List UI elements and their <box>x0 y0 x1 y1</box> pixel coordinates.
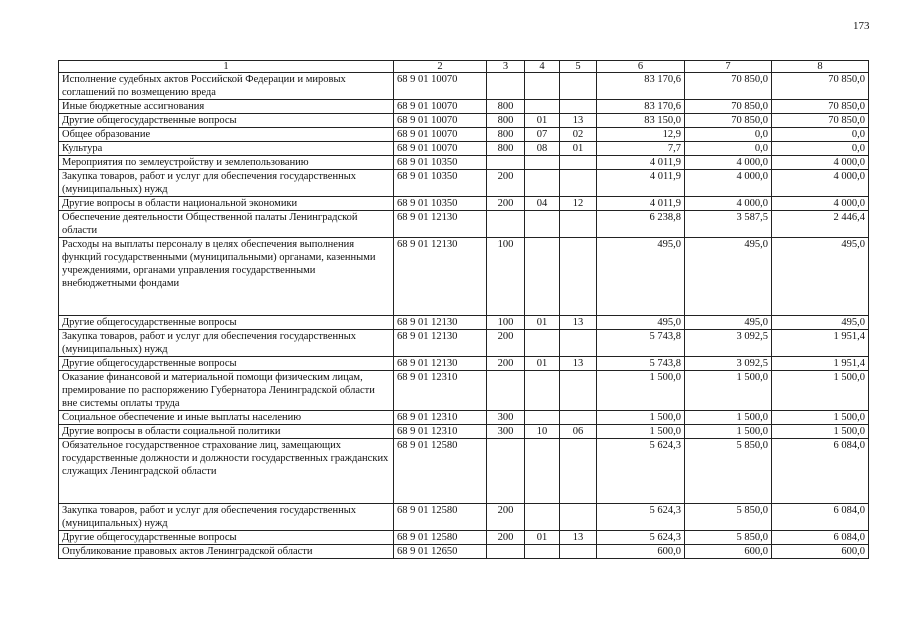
row-value-col7: 1 500,0 <box>685 411 772 425</box>
row-expense-type: 300 <box>487 425 525 439</box>
row-name: Общее образование <box>59 128 394 142</box>
table-row <box>59 425 869 439</box>
row-value-col7: 5 850,0 <box>685 439 772 504</box>
header-col-8: 8 <box>772 61 869 73</box>
row-value-col8: 1 500,0 <box>772 371 869 411</box>
table-row <box>59 211 869 238</box>
row-name: Культура <box>59 142 394 156</box>
table-row <box>59 128 869 142</box>
row-expense-type: 800 <box>487 128 525 142</box>
row-name: Мероприятия по землеустройству и землепользованию <box>59 156 394 170</box>
table-row <box>59 73 869 100</box>
row-code: 68 9 01 12130 <box>394 238 487 316</box>
row-subsection <box>560 73 597 100</box>
row-name: Иные бюджетные ассигнования <box>59 100 394 114</box>
table-row <box>59 142 869 156</box>
table-row <box>59 100 869 114</box>
row-section <box>525 504 560 531</box>
row-value-col8: 4 000,0 <box>772 156 869 170</box>
row-value-col8: 1 951,4 <box>772 357 869 371</box>
row-value-col6: 5 624,3 <box>597 504 685 531</box>
row-code: 68 9 01 10070 <box>394 142 487 156</box>
row-value-col6: 1 500,0 <box>597 371 685 411</box>
row-code: 68 9 01 12130 <box>394 330 487 357</box>
row-name: Исполнение судебных актов Российской Федерации и мировых соглашений по возмещению вреда <box>59 73 394 100</box>
row-section <box>525 371 560 411</box>
table-row <box>59 439 869 504</box>
row-section <box>525 238 560 316</box>
table-row <box>59 357 869 371</box>
row-section <box>525 100 560 114</box>
row-value-col7: 70 850,0 <box>685 114 772 128</box>
row-value-col6: 83 170,6 <box>597 100 685 114</box>
row-code: 68 9 01 12310 <box>394 411 487 425</box>
row-value-col8: 4 000,0 <box>772 197 869 211</box>
row-section <box>525 170 560 197</box>
table-row <box>59 411 869 425</box>
row-expense-type: 800 <box>487 114 525 128</box>
row-name: Другие общегосударственные вопросы <box>59 357 394 371</box>
row-value-col6: 5 743,8 <box>597 330 685 357</box>
row-name: Расходы на выплаты персоналу в целях обеспечения выполнения функций государственными (муниципальными) органами, казенными учреждениями, органами управления государственными внебюджетными фондами <box>59 238 394 316</box>
row-value-col8: 1 951,4 <box>772 330 869 357</box>
row-name: Обязательное государственное страхование лиц, замещающих государственные должности и должности государственных гражданских служащих Ленинградской области <box>59 439 394 504</box>
table-row <box>59 114 869 128</box>
row-name: Опубликование правовых актов Ленинградской области <box>59 545 394 559</box>
row-code: 68 9 01 10070 <box>394 128 487 142</box>
row-subsection <box>560 330 597 357</box>
row-code: 68 9 01 10070 <box>394 100 487 114</box>
row-code: 68 9 01 12310 <box>394 425 487 439</box>
row-name: Закупка товаров, работ и услуг для обеспечения государственных (муниципальных) нужд <box>59 504 394 531</box>
row-value-col8: 2 446,4 <box>772 211 869 238</box>
row-value-col7: 4 000,0 <box>685 197 772 211</box>
header-col-4: 4 <box>525 61 560 73</box>
row-expense-type: 200 <box>487 504 525 531</box>
row-expense-type: 200 <box>487 170 525 197</box>
row-section: 01 <box>525 531 560 545</box>
row-section: 01 <box>525 357 560 371</box>
row-code: 68 9 01 10350 <box>394 156 487 170</box>
header-row <box>59 61 869 73</box>
row-expense-type <box>487 211 525 238</box>
row-expense-type: 300 <box>487 411 525 425</box>
row-value-col7: 4 000,0 <box>685 156 772 170</box>
row-subsection: 13 <box>560 357 597 371</box>
row-value-col6: 5 624,3 <box>597 531 685 545</box>
row-expense-type <box>487 156 525 170</box>
row-value-col8: 0,0 <box>772 142 869 156</box>
row-value-col7: 0,0 <box>685 142 772 156</box>
row-expense-type: 200 <box>487 197 525 211</box>
row-code: 68 9 01 10070 <box>394 73 487 100</box>
row-value-col7: 5 850,0 <box>685 531 772 545</box>
row-subsection <box>560 411 597 425</box>
row-expense-type <box>487 439 525 504</box>
row-expense-type: 200 <box>487 357 525 371</box>
row-subsection: 13 <box>560 316 597 330</box>
row-subsection: 12 <box>560 197 597 211</box>
row-value-col7: 0,0 <box>685 128 772 142</box>
row-name: Обеспечение деятельности Общественной палаты Ленинградской области <box>59 211 394 238</box>
header-col-5: 5 <box>560 61 597 73</box>
row-value-col6: 7,7 <box>597 142 685 156</box>
row-name: Другие общегосударственные вопросы <box>59 114 394 128</box>
row-value-col8: 0,0 <box>772 128 869 142</box>
table-row <box>59 371 869 411</box>
row-subsection: 02 <box>560 128 597 142</box>
table-row <box>59 531 869 545</box>
row-section: 07 <box>525 128 560 142</box>
row-value-col8: 495,0 <box>772 316 869 330</box>
row-code: 68 9 01 12130 <box>394 211 487 238</box>
row-section: 01 <box>525 114 560 128</box>
row-value-col6: 5 624,3 <box>597 439 685 504</box>
table-row <box>59 197 869 211</box>
row-section <box>525 211 560 238</box>
row-expense-type: 200 <box>487 531 525 545</box>
row-code: 68 9 01 10070 <box>394 114 487 128</box>
row-name: Другие общегосударственные вопросы <box>59 531 394 545</box>
row-value-col7: 1 500,0 <box>685 371 772 411</box>
row-code: 68 9 01 12130 <box>394 357 487 371</box>
row-value-col8: 6 084,0 <box>772 504 869 531</box>
row-expense-type <box>487 545 525 559</box>
row-value-col6: 4 011,9 <box>597 156 685 170</box>
row-value-col8: 1 500,0 <box>772 425 869 439</box>
row-value-col8: 70 850,0 <box>772 73 869 100</box>
row-code: 68 9 01 12580 <box>394 439 487 504</box>
row-code: 68 9 01 12580 <box>394 531 487 545</box>
row-value-col6: 12,9 <box>597 128 685 142</box>
table-row <box>59 156 869 170</box>
row-value-col8: 6 084,0 <box>772 439 869 504</box>
row-subsection <box>560 545 597 559</box>
row-code: 68 9 01 10350 <box>394 170 487 197</box>
row-subsection <box>560 371 597 411</box>
row-value-col8: 70 850,0 <box>772 114 869 128</box>
row-value-col7: 4 000,0 <box>685 170 772 197</box>
row-value-col8: 600,0 <box>772 545 869 559</box>
row-section: 01 <box>525 316 560 330</box>
row-expense-type: 800 <box>487 100 525 114</box>
row-subsection: 01 <box>560 142 597 156</box>
header-col-1: 1 <box>59 61 394 73</box>
row-subsection <box>560 238 597 316</box>
row-code: 68 9 01 12580 <box>394 504 487 531</box>
row-value-col6: 600,0 <box>597 545 685 559</box>
row-value-col6: 4 011,9 <box>597 170 685 197</box>
header-col-6: 6 <box>597 61 685 73</box>
row-name: Закупка товаров, работ и услуг для обеспечения государственных (муниципальных) нужд <box>59 330 394 357</box>
row-expense-type <box>487 73 525 100</box>
row-subsection <box>560 439 597 504</box>
row-name: Другие вопросы в области национальной экономики <box>59 197 394 211</box>
row-value-col8: 1 500,0 <box>772 411 869 425</box>
row-expense-type <box>487 371 525 411</box>
row-value-col7: 70 850,0 <box>685 100 772 114</box>
row-section <box>525 545 560 559</box>
row-expense-type: 800 <box>487 142 525 156</box>
row-value-col7: 5 850,0 <box>685 504 772 531</box>
row-value-col7: 3 587,5 <box>685 211 772 238</box>
row-value-col8: 4 000,0 <box>772 170 869 197</box>
row-code: 68 9 01 12130 <box>394 316 487 330</box>
row-section: 08 <box>525 142 560 156</box>
row-section <box>525 156 560 170</box>
row-subsection: 13 <box>560 114 597 128</box>
header-col-3: 3 <box>487 61 525 73</box>
row-value-col6: 495,0 <box>597 316 685 330</box>
table-row <box>59 170 869 197</box>
row-section <box>525 439 560 504</box>
row-subsection <box>560 211 597 238</box>
row-value-col6: 4 011,9 <box>597 197 685 211</box>
row-subsection: 13 <box>560 531 597 545</box>
row-value-col8: 6 084,0 <box>772 531 869 545</box>
row-value-col6: 83 170,6 <box>597 73 685 100</box>
row-value-col7: 495,0 <box>685 238 772 316</box>
row-value-col7: 495,0 <box>685 316 772 330</box>
row-value-col7: 70 850,0 <box>685 73 772 100</box>
row-value-col8: 495,0 <box>772 238 869 316</box>
row-value-col6: 1 500,0 <box>597 411 685 425</box>
header-col-2: 2 <box>394 61 487 73</box>
budget-table <box>58 60 869 559</box>
row-expense-type: 100 <box>487 238 525 316</box>
row-section: 04 <box>525 197 560 211</box>
row-expense-type: 100 <box>487 316 525 330</box>
row-value-col7: 3 092,5 <box>685 330 772 357</box>
row-value-col6: 6 238,8 <box>597 211 685 238</box>
row-name: Закупка товаров, работ и услуг для обеспечения государственных (муниципальных) нужд <box>59 170 394 197</box>
row-code: 68 9 01 10350 <box>394 197 487 211</box>
row-section <box>525 330 560 357</box>
row-name: Другие вопросы в области социальной политики <box>59 425 394 439</box>
row-name: Социальное обеспечение и иные выплаты населению <box>59 411 394 425</box>
row-value-col6: 1 500,0 <box>597 425 685 439</box>
table-row <box>59 330 869 357</box>
row-name: Другие общегосударственные вопросы <box>59 316 394 330</box>
row-code: 68 9 01 12310 <box>394 371 487 411</box>
table-row <box>59 504 869 531</box>
row-value-col7: 600,0 <box>685 545 772 559</box>
row-value-col8: 70 850,0 <box>772 100 869 114</box>
row-subsection <box>560 504 597 531</box>
row-value-col6: 495,0 <box>597 238 685 316</box>
row-code: 68 9 01 12650 <box>394 545 487 559</box>
row-subsection: 06 <box>560 425 597 439</box>
table-row <box>59 316 869 330</box>
row-section: 10 <box>525 425 560 439</box>
header-col-7: 7 <box>685 61 772 73</box>
row-subsection <box>560 100 597 114</box>
row-value-col6: 83 150,0 <box>597 114 685 128</box>
row-section <box>525 73 560 100</box>
row-subsection <box>560 156 597 170</box>
row-section <box>525 411 560 425</box>
row-value-col7: 3 092,5 <box>685 357 772 371</box>
row-expense-type: 200 <box>487 330 525 357</box>
row-value-col6: 5 743,8 <box>597 357 685 371</box>
row-value-col7: 1 500,0 <box>685 425 772 439</box>
row-name: Оказание финансовой и материальной помощи физическим лицам, премирование по распоряжению Губернатора Ленинградской области вне системы оплаты труда <box>59 371 394 411</box>
table-row <box>59 545 869 559</box>
page-number: 173 <box>853 20 870 32</box>
table-row <box>59 238 869 316</box>
row-subsection <box>560 170 597 197</box>
